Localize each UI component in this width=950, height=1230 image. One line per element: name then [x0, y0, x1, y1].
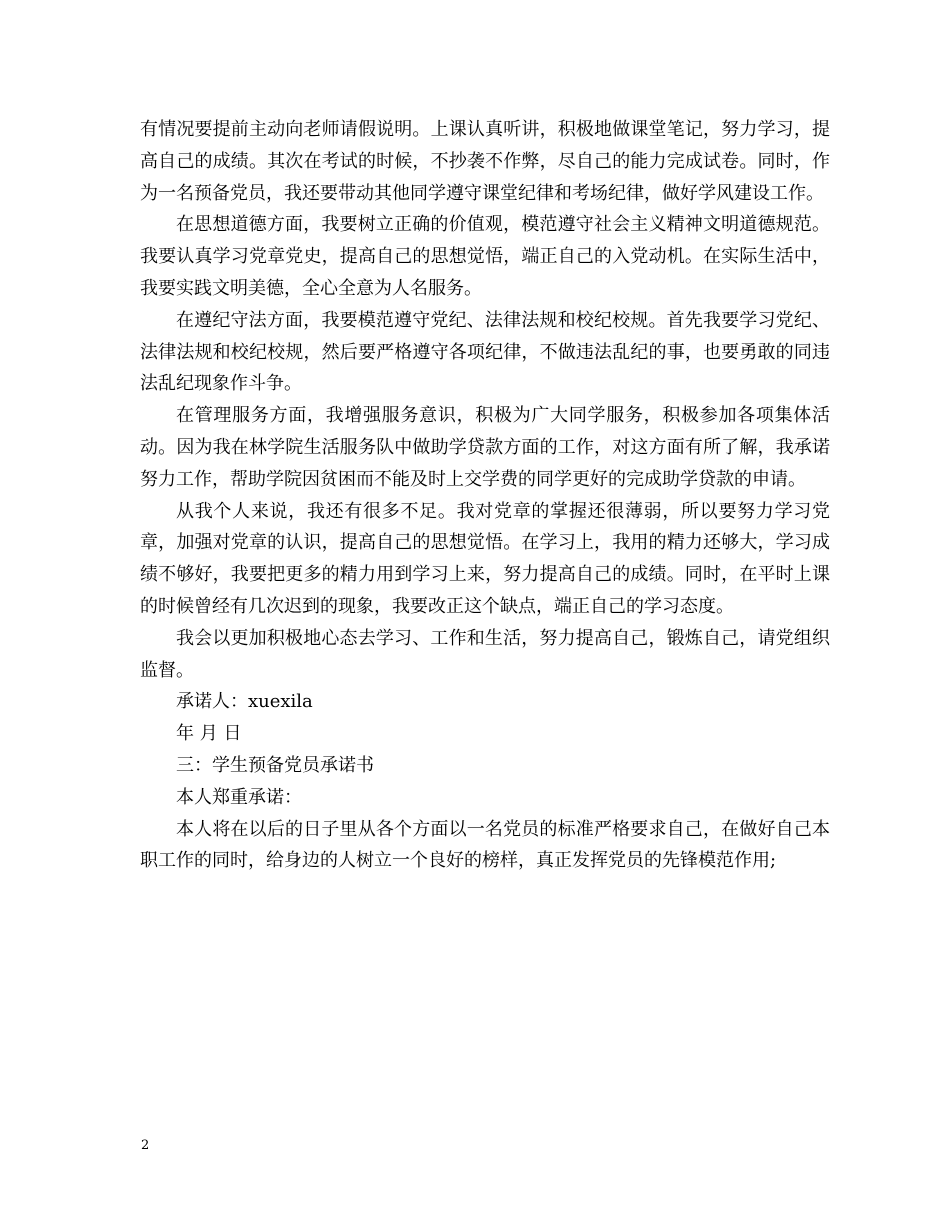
pledge-opening: 本人郑重承诺：	[176, 786, 302, 808]
paragraph-moral-thought: 在思想道德方面，我要树立正确的价值观，模范遵守社会主义精神文明道德规范。我要认真学习党章党史，提高自己的思想觉悟，端正自己的入党动机。在实际生活中，我要实践文明美德，全心全意为人名服务。	[140, 214, 830, 299]
signature-line: 承诺人：xuexila	[176, 691, 313, 713]
date-line: 年 月 日	[176, 723, 242, 745]
paragraph-law-discipline: 在遵纪守法方面，我要模范遵守党纪、法律法规和校纪校规。首先我要学习党纪、法律法规和校纪校规，然后要严格遵守各项纪律，不做违法乱纪的事，也要勇敢的同违法乱纪现象作斗争。	[140, 309, 830, 395]
paragraph-study-discipline: 有情况要提前主动向老师请假说明。上课认真听讲，积极地做课堂笔记，努力学习，提高自己的成绩。其次在考试的时候，不抄袭不作弊，尽自己的能力完成试卷。同时，作为一名预备党员，我还要带动其他同学遵守课堂纪律和考场纪律，做好学风建设工作。	[140, 119, 830, 204]
document-body	[140, 114, 830, 877]
pledge-paragraph: 本人将在以后的日子里从各个方面以一名党员的标准严格要求自己，在做好自己本职工作的同时，给身边的人树立一个良好的榜样，真正发挥党员的先锋模范作用;	[140, 818, 830, 872]
page-number: 2	[141, 1138, 150, 1153]
paragraph-self-improvement: 从我个人来说，我还有很多不足。我对党章的掌握还很薄弱，所以要努力学习党章，加强对党章的认识，提高自己的思想觉悟。在学习上，我用的精力还够大，学习成绩不够好，我要把更多的精力用到学习上来，努力提高自己的成绩。同时，在平时上课的时候曾经有几次迟到的现象，我要改正这个缺点，端正自己的学习态度。	[140, 500, 830, 617]
paragraph-closing: 我会以更加积极地心态去学习、工作和生活，努力提高自己，锻炼自己，请党组织监督。	[140, 627, 830, 681]
section-heading: 三：学生预备党员承诺书	[176, 754, 374, 776]
paragraph-service: 在管理服务方面，我增强服务意识，积极为广大同学服务，积极参加各项集体活动。因为我在林学院生活服务队中做助学贷款方面的工作，对这方面有所了解，我承诺努力工作，帮助学院因贫困而不能及时上交学费的同学更好的完成助学贷款的申请。	[140, 405, 830, 490]
